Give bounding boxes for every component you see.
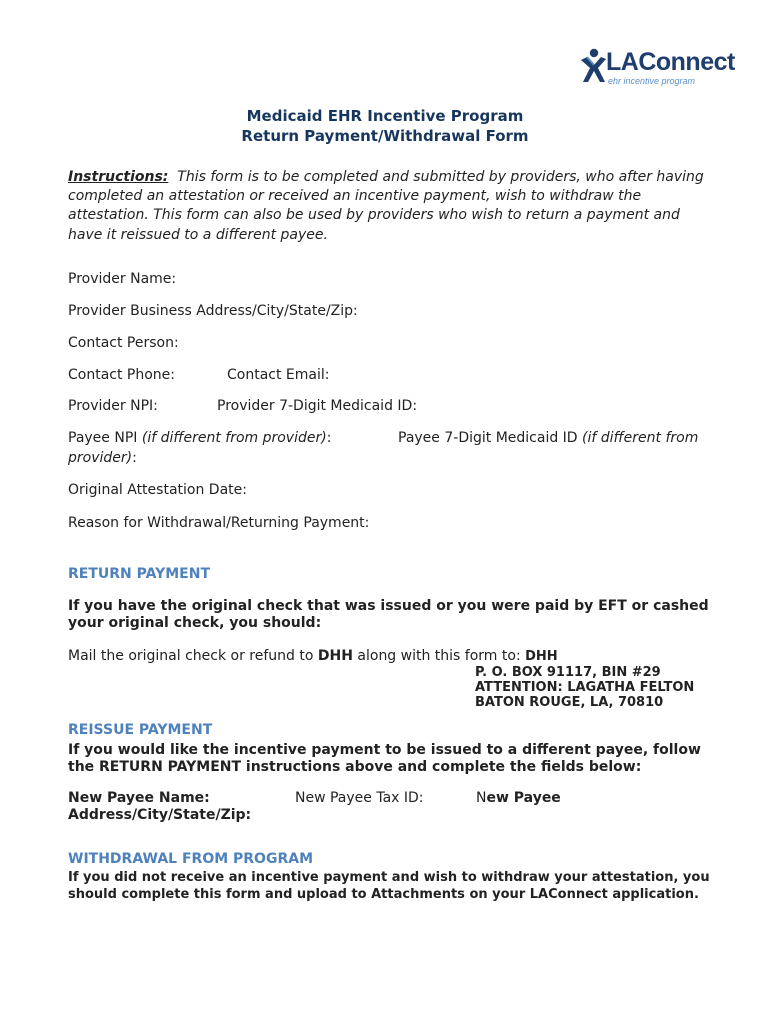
payee-npi-note: (if different from provider) — [141, 430, 327, 446]
laconnect-logo — [578, 46, 735, 90]
payee-medicaid-id-note: (if different from — [582, 430, 699, 446]
mail-address-line1: P. O. BOX 91117, BIN #29 — [475, 665, 661, 680]
payee-medicaid-id-text: Payee 7-Digit Medicaid ID — [398, 430, 578, 446]
withdrawal-instruction-line2: should complete this form and upload to Attachments on your LAConnect application. — [68, 887, 699, 902]
contact-email-label: Contact Email: — [227, 367, 330, 383]
provider-medicaid-id-label: Provider 7-Digit Medicaid ID: — [217, 398, 418, 414]
mail-instruction-post: along with this form to: — [352, 648, 526, 664]
form-title-line2: Return Payment/Withdrawal Form — [241, 127, 529, 145]
form-title-line1: Medicaid EHR Incentive Program — [246, 107, 524, 125]
payee-npi-colon: : — [326, 430, 332, 446]
attestation-date-label: Original Attestation Date: — [68, 482, 247, 498]
payee-npi-text: Payee NPI — [68, 430, 138, 446]
new-payee-address-label — [476, 790, 561, 806]
mail-instruction-pre: Mail the original check or refund to — [68, 648, 318, 664]
logo-wordmark: LAConnect — [606, 48, 735, 76]
reissue-payment-heading: REISSUE PAYMENT — [68, 722, 213, 738]
contact-phone-label: Contact Phone: — [68, 367, 176, 383]
payee-medicaid-id-label-cont — [68, 450, 137, 466]
mail-address-name: DHH — [525, 649, 558, 664]
payee-npi-label — [68, 430, 331, 446]
instructions-text: This form is to be completed and submitted by providers, who after having completed an attestation or received an incentive payment, wish to withdraw the attestation. This form can also be used by providers who wish to return a payment and have it reissued to a different payee. — [68, 169, 704, 243]
logo-tagline: ehr incentive program — [608, 76, 696, 86]
contact-person-label: Contact Person: — [68, 335, 179, 351]
instructions-label: Instructions: — [68, 169, 169, 185]
payee-medicaid-id-colon: : — [132, 450, 137, 466]
provider-npi-label: Provider NPI: — [68, 398, 158, 414]
reissue-instruction-line1: If you would like the incentive payment to be issued to a different payee, follow — [68, 742, 701, 758]
payee-medicaid-id-label — [398, 430, 698, 446]
payee-medicaid-id-note-cont: provider) — [68, 450, 133, 466]
return-payment-instruction-line2: your original check, you should: — [68, 615, 322, 631]
provider-address-label: Provider Business Address/City/State/Zip: — [68, 303, 358, 319]
mail-address-line3: BATON ROUGE, LA, 70810 — [475, 695, 664, 710]
mail-instruction-dhh: DHH — [317, 648, 353, 664]
reissue-instruction-line2: the RETURN PAYMENT instructions above and complete the fields below: — [68, 759, 642, 775]
mail-instruction — [68, 648, 558, 664]
withdrawal-heading: WITHDRAWAL FROM PROGRAM — [68, 851, 313, 867]
mail-address-line2: ATTENTION: LAGATHA FELTON — [475, 680, 695, 695]
return-payment-instruction-line1: If you have the original check that was issued or you were paid by EFT or cashed — [68, 598, 709, 614]
person-figure-icon — [578, 48, 608, 86]
instructions-paragraph — [68, 168, 708, 245]
new-payee-name-label: New Payee Name: — [68, 790, 210, 806]
new-payee-tax-id-label: New Payee Tax ID: — [295, 790, 424, 806]
withdrawal-instruction-line1: If you did not receive an incentive payment and wish to withdraw your attestation, you — [68, 870, 710, 885]
provider-name-label: Provider Name: — [68, 271, 177, 287]
new-payee-address-label-cont: Address/City/State/Zip: — [68, 807, 252, 823]
withdrawal-reason-label: Reason for Withdrawal/Returning Payment: — [68, 515, 370, 531]
return-payment-heading: RETURN PAYMENT — [68, 566, 211, 582]
new-payee-address-rest: ew Payee — [486, 790, 561, 806]
new-payee-address-initial: N — [476, 790, 487, 806]
